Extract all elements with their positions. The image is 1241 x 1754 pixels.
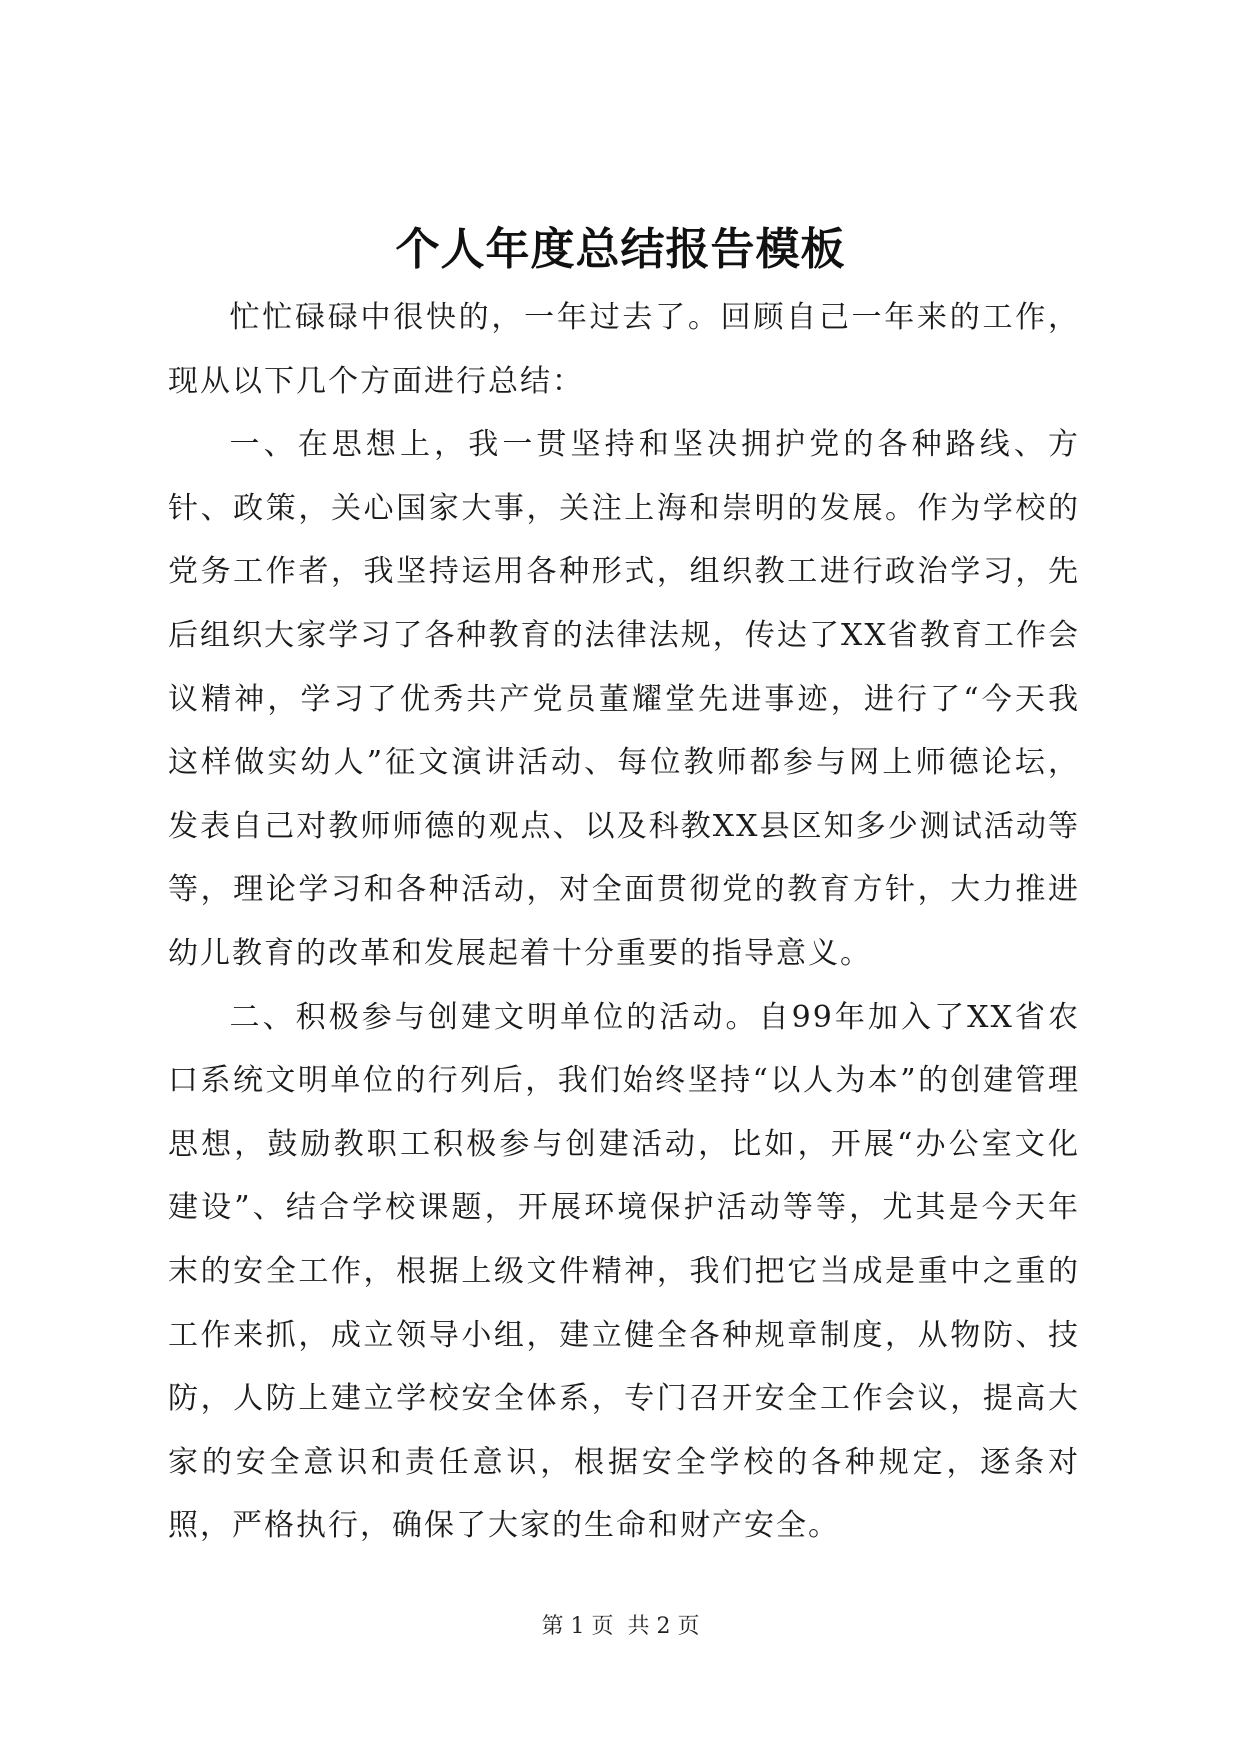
paragraph-ideology: 一、在思想上，我一贯坚持和坚决拥护党的各种路线、方针、政策，关心国家大事，关注上海和崇明的发展。作为学校的党务工作者，我坚持运用各种形式，组织教工进行政治学习，先后组织大家学习了各种教育的法律法规，传达了XX省教育工作会议精神，学习了优秀共产党员董耀堂先进事迹，进行了“今天我这样做实幼人”征文演讲活动、每位教师都参与网上师德论坛，发表自己对教师师德的观点、以及科教XX县区知多少测试活动等等，理论学习和各种活动，对全面贯彻党的教育方针，大力推进幼儿教育的改革和发展起着十分重要的指导意义。 — [168, 427, 1080, 971]
page-number: 第 1 页 共 2 页 — [541, 1614, 700, 1639]
document-title: 个人年度总结报告模板 — [395, 224, 846, 275]
paragraph-intro: 忙忙碌碌中很快的，一年过去了。回顾自己一年来的工作，现从以下几个方面进行总结： — [168, 300, 1080, 399]
page-footer — [0, 1612, 1241, 1642]
paragraph-civilization: 二、积极参与创建文明单位的活动。自99年加入了XX省农口系统文明单位的行列后，我们始终坚持“以人为本”的创建管理思想，鼓励教职工积极参与创建活动，比如，开展“办公室文化建设”、结合学校课题，开展环境保护活动等等，尤其是今天年末的安全工作，根据上级文件精神，我们把它当成是重中之重的工作来抓，成立领导小组，建立健全各种规章制度，从物防、技防，人防上建立学校安全体系，专门召开安全工作会议，提高大家的安全意识和责任意识，根据安全学校的各种规定，逐条对照，严格执行，确保了大家的生命和财产安全。 — [168, 999, 1080, 1544]
document-body — [168, 286, 1080, 1558]
